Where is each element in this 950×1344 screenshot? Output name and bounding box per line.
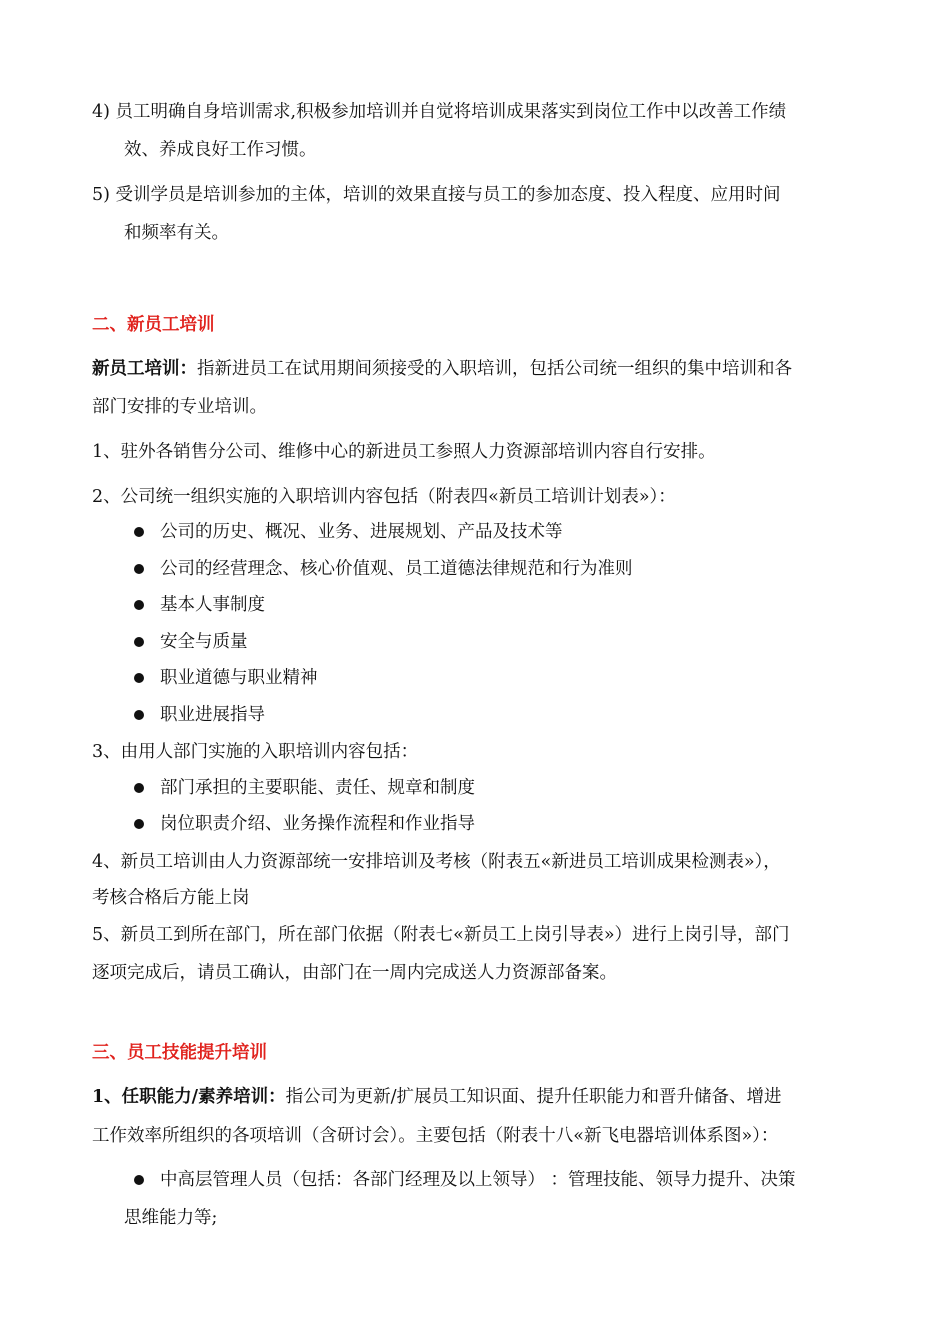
- paragraph-2-5-line-2: 逐项完成后，请员工确认，由部门在一周内完成送人力资源部备案。: [92, 963, 617, 983]
- new-employee-definition-text: 指新进员工在试用期间须接受的入职培训，包括公司统一组织的集中培训和各: [197, 359, 792, 379]
- bullet-icon: [134, 600, 144, 610]
- bullet-icon: [134, 819, 144, 829]
- item-5-line-2: 和频率有关。: [124, 223, 229, 243]
- paragraph-2-4-line-1: 4、新员工培训由人力资源部统一安排培训及考核（附表五«新进员工培训成果检测表»），: [92, 852, 781, 872]
- bullet-icon: [134, 637, 144, 647]
- bullet-icon: [134, 564, 144, 574]
- list-item-text: 公司的历史、概况、业务、进展规划、产品及技术等: [160, 522, 563, 542]
- paragraph-2-4-line-2: 考核合格后方能上岗: [92, 888, 250, 908]
- bullet-icon: [134, 710, 144, 720]
- list-item-text-line-1: 中高层管理人员（包括：各部门经理及以上领导） ：管理技能、领导力提升、决策: [160, 1170, 796, 1190]
- competency-training-text: 指公司为更新/扩展员工知识面、提升任职能力和晋升储备、增进: [285, 1087, 782, 1107]
- paragraph-2-2: 2、公司统一组织实施的入职培训内容包括（附表四«新员工培训计划表»）：: [92, 487, 676, 507]
- list-item-text: 公司的经营理念、核心价值观、员工道德法律规范和行为准则: [160, 559, 633, 579]
- item-4-line-2: 效、养成良好工作习惯。: [124, 140, 317, 160]
- list-item-text-line-2: 思维能力等;: [124, 1208, 218, 1228]
- list-item-text: 职业道德与职业精神: [160, 668, 318, 688]
- list-item-text: 岗位职责介绍、业务操作流程和作业指导: [160, 814, 475, 834]
- bullet-icon: [134, 527, 144, 537]
- list-item-text: 安全与质量: [160, 632, 248, 652]
- bullet-icon: [134, 673, 144, 683]
- competency-training-line-2: 工作效率所组织的各项培训（含研讨会）。主要包括（附表十八«新飞电器培训体系图»）：: [92, 1126, 779, 1146]
- paragraph-2-5-line-1: 5、新员工到所在部门，所在部门依据（附表七«新员工上岗引导表»）进行上岗引导，部门: [92, 925, 790, 945]
- item-4-line-1: 4) 员工明确自身培训需求,积极参加培训并自觉将培训成果落实到岗位工作中以改善工作绩: [92, 102, 787, 122]
- list-item-text: 部门承担的主要职能、责任、规章和制度: [160, 778, 475, 798]
- section-2-heading: 二、新员工培训: [92, 315, 215, 335]
- new-employee-definition-line-2: 部门安排的专业培训。: [92, 397, 267, 417]
- paragraph-2-3: 3、由用人部门实施的入职培训内容包括：: [92, 742, 419, 762]
- competency-training-term: 1、任职能力/素养培训：: [92, 1087, 286, 1107]
- list-item-text: 基本人事制度: [160, 595, 265, 615]
- item-5-line-1: 5) 受训学员是培训参加的主体，培训的效果直接与员工的参加态度、投入程度、应用时间: [92, 185, 781, 205]
- bullet-icon: [134, 1175, 144, 1185]
- section-3-heading: 三、员工技能提升培训: [92, 1043, 267, 1063]
- bullet-icon: [134, 783, 144, 793]
- new-employee-definition-line-1: [92, 357, 792, 381]
- list-item-text: 职业进展指导: [160, 705, 265, 725]
- paragraph-2-1: 1、驻外各销售分公司、维修中心的新进员工参照人力资源部培训内容自行安排。: [92, 442, 716, 462]
- new-employee-term: 新员工培训：: [92, 359, 197, 379]
- competency-training-line-1: [92, 1085, 781, 1109]
